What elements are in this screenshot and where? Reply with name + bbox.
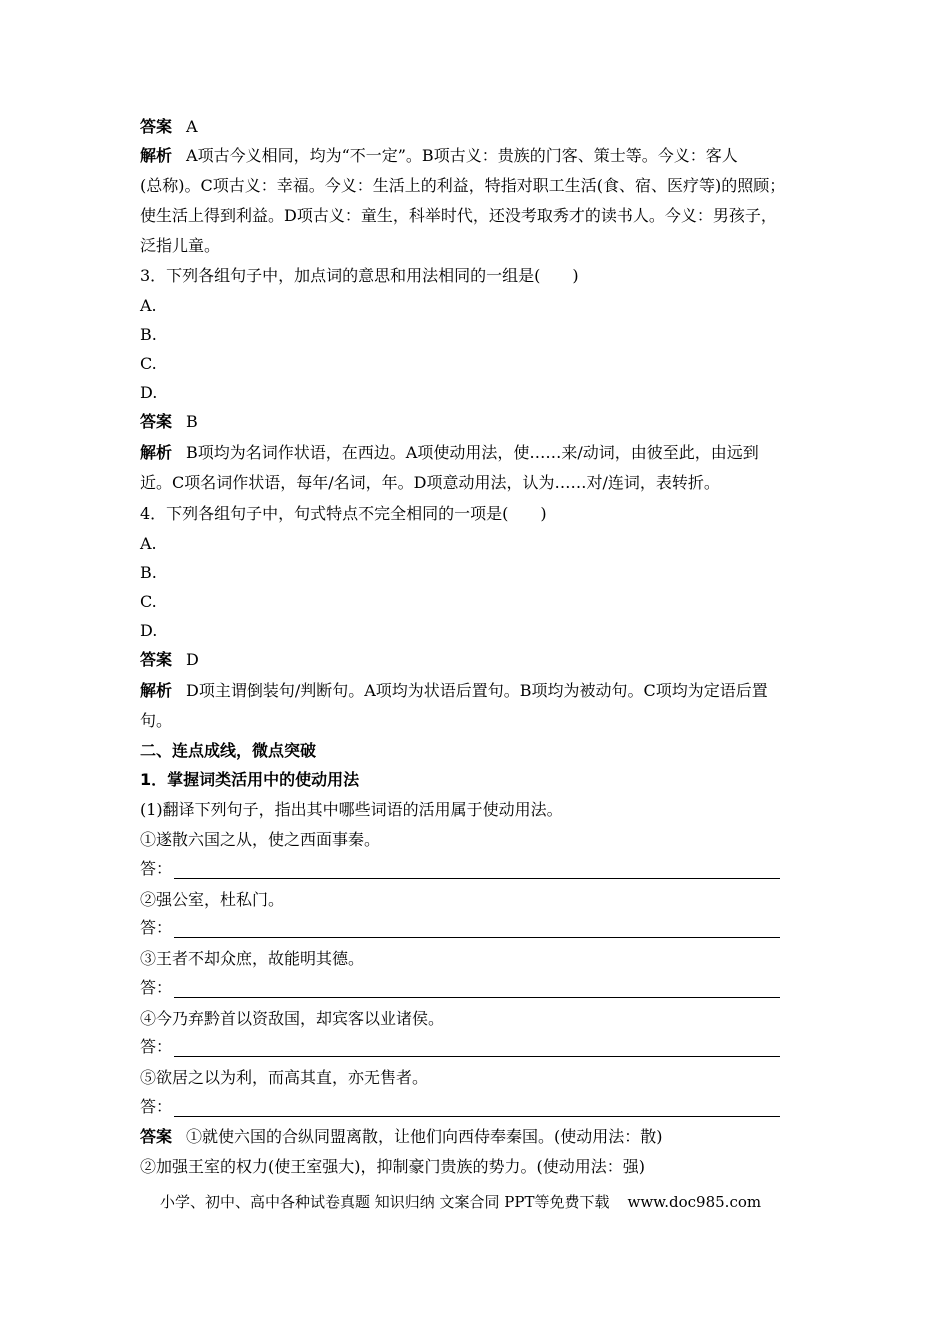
footer-url[interactable]: www.doc985.com [627,1193,762,1211]
q3-option-c: C. [140,354,157,373]
answer-label: 答案 [140,650,173,669]
answer-blank[interactable] [140,1037,780,1057]
answer-blank-rule [174,1102,780,1117]
reply-label: 答： [140,859,173,878]
q4-option-a: A. [140,534,157,553]
reply-label: 答： [140,918,173,937]
answer-blank[interactable] [140,978,780,998]
analysis-label: 解析 [140,681,173,700]
section-answer-text: ①就使六国的合纵同盟离散，让他们向西侍奉秦国。(使动用法：散) [186,1127,663,1146]
q4-analysis-line-1 [140,681,820,701]
answer-label: 答案 [140,412,173,431]
q3-analysis-line-2: 近。C项名词作状语，每年/名词，年。D项意动用法，认为……对/连词，表转折。 [140,473,720,492]
q2-analysis-line-4: 泛指儿童。 [140,236,221,255]
section-answer-line-2: ②加强王室的权力(使王室强大)，抑制豪门贵族的势力。(使动用法：强) [140,1157,645,1176]
reply-label: 答： [140,1037,173,1056]
q2-analysis-text: A项古今义相同，均为“不一定”。B项古义：贵族的门客、策士等。今义：客人 [186,146,738,165]
sentence-item: ①遂散六国之从，使之西面事秦。 [140,830,381,849]
answer-blank[interactable] [140,859,780,879]
analysis-label: 解析 [140,146,173,165]
q2-analysis-line-3: 使生活上得到利益。D项古义：童生，科举时代，还没考取秀才的读书人。今义：男孩子， [140,206,777,225]
q4-answer: D [186,650,199,669]
section-heading: 二、连点成线，微点突破 [140,741,317,760]
footer-text: 小学、初中、高中各种试卷真题 知识归纳 文案合同 PPT等免费下载 [160,1193,610,1211]
q4-option-b: B. [140,563,157,582]
q4-answer-line [140,650,820,670]
answer-label: 答案 [140,1127,173,1146]
q3-option-b: B. [140,325,157,344]
answer-blank-rule [174,983,780,998]
q3-analysis-line-1 [140,443,820,463]
section-answer-line-1 [140,1127,820,1147]
sentence-item: ②强公室，杜私门。 [140,890,285,909]
answer-blank[interactable] [140,918,780,938]
q4-option-d: D. [140,621,158,640]
page-footer [160,1192,761,1212]
q3-answer: B [186,412,198,431]
sentence-item: ③王者不却众庶，故能明其德。 [140,949,365,968]
q3-question: 3．下列各组句子中，加点词的意思和用法相同的一组是( ) [140,266,579,285]
q4-option-c: C. [140,592,157,611]
answer-blank[interactable] [140,1097,780,1117]
q3-analysis-text: B项均为名词作状语，在西边。A项使动用法，使……来/动词，由彼至此，由远到 [186,443,759,462]
q2-analysis-line-2: (总称)。C项古义：幸福。今义：生活上的利益，特指对职工生活(食、宿、医疗等)的照顾； [140,176,786,195]
q3-answer-line [140,412,820,432]
subsection-heading: 1．掌握词类活用中的使动用法 [140,770,360,789]
q2-analysis-line-1 [140,146,820,166]
reply-label: 答： [140,1097,173,1116]
reply-label: 答： [140,978,173,997]
answer-blank-rule [174,1042,780,1057]
q3-option-d: D. [140,383,158,402]
sentence-item: ④今乃弃黔首以资敌国，却宾客以业诸侯。 [140,1009,445,1028]
answer-blank-rule [174,864,780,879]
q2-answer-line [140,117,820,137]
q4-question: 4．下列各组句子中，句式特点不完全相同的一项是( ) [140,504,547,523]
sentence-item: ⑤欲居之以为利，而高其直，亦无售者。 [140,1068,429,1087]
q3-option-a: A. [140,296,157,315]
q2-answer: A [186,117,198,136]
answer-label: 答案 [140,117,173,136]
instruction-text: (1)翻译下列句子，指出其中哪些词语的活用属于使动用法。 [140,800,563,819]
q4-analysis-text: D项主谓倒装句/判断句。A项均为状语后置句。B项均为被动句。C项均为定语后置 [186,681,768,700]
answer-blank-rule [174,923,780,938]
q4-analysis-line-2: 句。 [140,711,173,730]
analysis-label: 解析 [140,443,173,462]
